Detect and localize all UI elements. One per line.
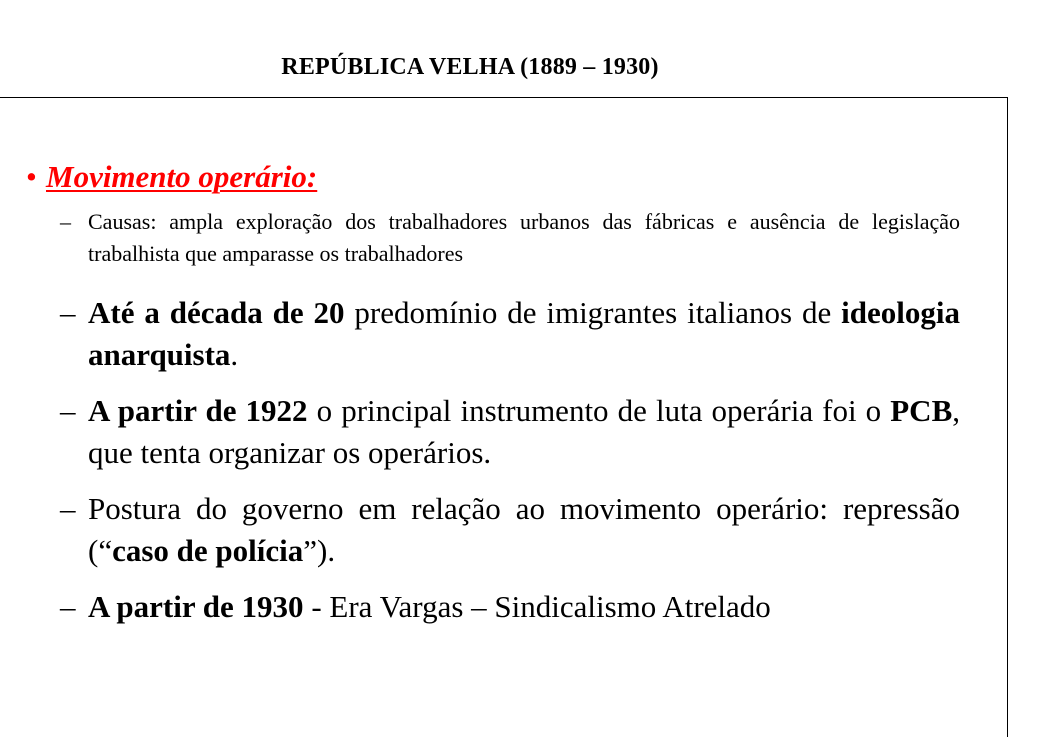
sub-item-text — [88, 390, 960, 474]
plain-phrase: - Era Vargas – Sindicalismo Atrelado — [303, 589, 771, 624]
bold-phrase: A partir de 1922 — [88, 393, 308, 428]
sub-item-text: Causas: ampla exploração dos trabalhadores urbanos das fábricas e ausência de legislação trabalhista que amparasse os trabalhadores — [88, 209, 960, 266]
dash-marker: – — [60, 589, 76, 624]
plain-phrase: . — [230, 337, 239, 372]
sub-item-text — [88, 586, 960, 628]
dash-marker: – — [60, 295, 76, 330]
bold-phrase: Até a década de 20 — [88, 295, 345, 330]
dash-marker: – — [60, 393, 76, 428]
slide-title: REPÚBLICA VELHA (1889 – 1930) — [281, 54, 659, 80]
sub-item-text — [88, 292, 960, 376]
dash-marker: – — [60, 491, 76, 526]
dash-marker: – — [60, 209, 71, 234]
bullet-movimento-operario — [26, 158, 317, 196]
plain-phrase: ”). — [303, 533, 336, 568]
sub-item-causas — [60, 206, 960, 270]
plain-phrase: o principal instrumento de luta operária foi o — [307, 393, 891, 428]
sub-item-decada-20 — [60, 292, 960, 376]
bullet-heading: Movimento operário: — [46, 159, 318, 194]
bold-phrase: ideologia anarquista — [88, 295, 960, 372]
bullet-dot: • — [26, 159, 37, 194]
sub-item-postura-governo — [60, 488, 960, 572]
plain-phrase: predomínio de imigrantes italianos de — [344, 295, 842, 330]
sub-item-1922 — [60, 390, 960, 474]
bold-phrase: A partir de 1930 — [88, 589, 304, 624]
sub-item-text — [88, 488, 960, 572]
sub-item-1930 — [60, 586, 960, 628]
bold-phrase: caso de polícia — [112, 533, 304, 568]
plain-phrase: , que tenta organizar os operários. — [88, 393, 960, 470]
plain-phrase: Postura do governo em relação ao movimento operário: repressão (“ — [88, 491, 960, 568]
bold-phrase: PCB — [890, 393, 953, 428]
